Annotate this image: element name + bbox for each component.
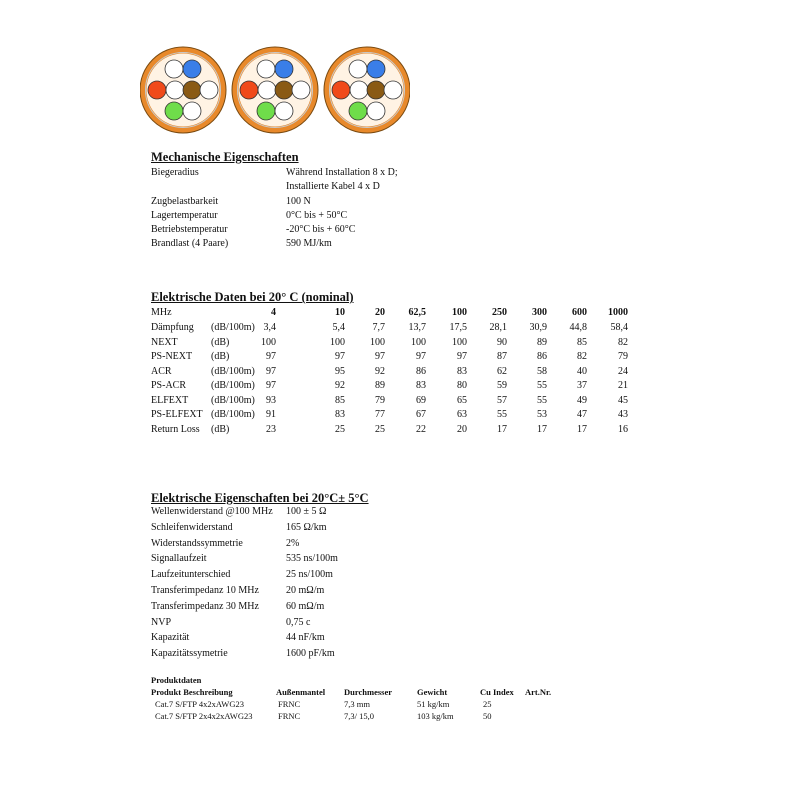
- product-cell: 51 kg/km: [417, 699, 450, 709]
- electrical-row-unit: (dB/100m): [211, 322, 255, 333]
- product-column-header: Außenmantel: [276, 687, 326, 697]
- electrical-value: 97: [266, 380, 276, 391]
- electrical-value: 24: [618, 365, 628, 377]
- electrical-row-label: Return Loss: [151, 423, 200, 435]
- property-value: 165 Ω/km: [286, 521, 327, 533]
- electrical-value: 89: [537, 336, 547, 348]
- electrical-value: 77: [375, 409, 385, 420]
- electrical-value: 80: [457, 380, 467, 391]
- wire-orange: [332, 81, 350, 99]
- property-label: Kapazität: [151, 632, 190, 644]
- electrical-value: 83: [416, 380, 426, 391]
- electrical-value: 85: [577, 336, 587, 348]
- product-column-header: Durchmesser: [344, 687, 392, 697]
- electrical-value: 97: [335, 351, 345, 362]
- electrical-value: 22: [416, 423, 426, 435]
- property-label: Transferimpedanz 10 MHz: [151, 585, 259, 596]
- electrical-value: 69: [416, 394, 426, 406]
- electrical-value: 86: [537, 351, 547, 362]
- frequency-header-label: MHz: [151, 307, 172, 318]
- electrical-value: 91: [266, 409, 276, 420]
- electrical-row-label: PS-ELFEXT: [151, 409, 203, 420]
- property-label: Kapazitätssymetrie: [151, 648, 228, 660]
- electrical-row-label: ELFEXT: [151, 394, 189, 406]
- wire-blue: [183, 60, 201, 78]
- wire-white: [384, 81, 402, 99]
- electrical-value: 59: [497, 380, 507, 391]
- electrical-row-unit: (dB): [211, 423, 230, 435]
- wire-white: [258, 81, 276, 99]
- electrical-value: 62: [497, 365, 507, 377]
- wire-blue: [367, 60, 385, 78]
- mechanical-label: Lagertemperatur: [151, 210, 218, 221]
- electrical-value: 100: [411, 336, 426, 348]
- electrical-value: 7,7: [372, 322, 385, 333]
- electrical-value: 17: [577, 423, 587, 435]
- product-cell: Cat.7 S/FTP 2x4x2xAWG23: [155, 711, 253, 721]
- wire-white: [200, 81, 218, 99]
- electrical-value: 83: [457, 365, 467, 377]
- product-column-header: Produkt Beschreibung: [151, 687, 233, 697]
- electrical-value: 53: [537, 409, 547, 420]
- frequency-header: 300: [532, 307, 547, 318]
- electrical-row-label: PS-NEXT: [151, 351, 193, 362]
- electrical-value: 5,4: [332, 322, 345, 333]
- wire-blue: [275, 60, 293, 78]
- wire-white: [275, 102, 293, 120]
- product-cell: 7,3 mm: [344, 699, 370, 709]
- electrical-value: 55: [497, 409, 507, 420]
- wire-white: [183, 102, 201, 120]
- product-cell: Cat.7 S/FTP 4x2xAWG23: [155, 699, 244, 709]
- electrical-value: 23: [266, 423, 276, 435]
- product-cell: FRNC: [278, 699, 301, 709]
- electrical-value: 97: [375, 351, 385, 362]
- electrical-value: 28,1: [489, 322, 507, 333]
- wire-white: [257, 60, 275, 78]
- wire-white: [367, 102, 385, 120]
- product-column-header: Cu Index: [480, 687, 514, 697]
- electrical-value: 100: [330, 336, 345, 348]
- wire-brown: [367, 81, 385, 99]
- property-label: Laufzeitunterschied: [151, 569, 231, 581]
- property-value: 0,75 c: [286, 616, 311, 628]
- frequency-header: 250: [492, 307, 507, 318]
- electrical-value: 37: [577, 380, 587, 391]
- mechanical-value: 100 N: [286, 196, 311, 207]
- electrical-value: 58: [537, 365, 547, 377]
- wire-green: [165, 102, 183, 120]
- electrical-value: 13,7: [408, 322, 426, 333]
- mechanical-value: Installierte Kabel 4 x D: [286, 181, 380, 192]
- electrical-value: 100: [261, 336, 276, 348]
- electrical-value: 25: [375, 423, 385, 435]
- property-label: Schleifenwiderstand: [151, 521, 233, 533]
- electrical-properties-title: Elektrische Eigenschaften bei 20°C± 5°C: [151, 491, 369, 505]
- mechanical-value: Während Installation 8 x D;: [286, 167, 398, 178]
- product-cell: 103 kg/km: [417, 711, 454, 721]
- electrical-row-unit: (dB): [211, 351, 230, 362]
- mechanical-label: Biegeradius: [151, 167, 199, 178]
- electrical-value: 92: [375, 365, 385, 377]
- frequency-header: 4: [271, 307, 276, 318]
- electrical-value: 97: [457, 351, 467, 362]
- property-value: 44 nF/km: [286, 632, 325, 644]
- electrical-value: 57: [497, 394, 507, 406]
- frequency-header: 62,5: [408, 307, 426, 318]
- electrical-value: 30,9: [529, 322, 547, 333]
- property-value: 60 mΩ/m: [286, 600, 325, 612]
- electrical-row-unit: (dB): [211, 336, 230, 348]
- electrical-value: 90: [497, 336, 507, 348]
- electrical-value: 97: [266, 351, 276, 362]
- property-value: 20 mΩ/m: [286, 585, 325, 596]
- electrical-value: 95: [335, 365, 345, 377]
- electrical-data-title: Elektrische Daten bei 20° C (nominal): [151, 290, 354, 304]
- product-title: Produktdaten: [151, 675, 202, 685]
- electrical-value: 58,4: [610, 322, 628, 333]
- product-column-header: Art.Nr.: [525, 687, 552, 697]
- electrical-value: 21: [618, 380, 628, 391]
- electrical-value: 86: [416, 365, 426, 377]
- wire-white: [165, 60, 183, 78]
- electrical-row-unit: (dB/100m): [211, 380, 255, 391]
- electrical-value: 82: [577, 351, 587, 362]
- wire-orange: [240, 81, 258, 99]
- mechanical-label: Betriebstemperatur: [151, 224, 228, 235]
- electrical-value: 89: [375, 380, 385, 391]
- electrical-row-label: ACR: [151, 365, 172, 377]
- electrical-value: 49: [577, 394, 587, 406]
- mechanical-value: -20°C bis + 60°C: [286, 224, 356, 235]
- wire-white: [350, 81, 368, 99]
- electrical-value: 17: [497, 423, 507, 435]
- electrical-row-label: PS-ACR: [151, 380, 187, 391]
- cable-cross-section-illustration: [140, 45, 410, 140]
- electrical-value: 25: [335, 423, 345, 435]
- wire-green: [257, 102, 275, 120]
- electrical-value: 55: [537, 394, 547, 406]
- electrical-value: 100: [370, 336, 385, 348]
- property-value: 100 ± 5 Ω: [286, 506, 327, 517]
- product-cell: 25: [483, 699, 492, 709]
- electrical-row-unit: (dB/100m): [211, 394, 255, 406]
- electrical-value: 97: [266, 365, 276, 377]
- mechanical-title: Mechanische Eigenschaften: [151, 150, 299, 164]
- property-label: Widerstandssymmetrie: [151, 537, 243, 549]
- property-value: 535 ns/100m: [286, 553, 338, 565]
- mechanical-value: 590 MJ/km: [286, 238, 332, 249]
- electrical-value: 43: [618, 409, 628, 420]
- wire-orange: [148, 81, 166, 99]
- electrical-row-label: NEXT: [151, 336, 178, 348]
- property-label: Transferimpedanz 30 MHz: [151, 600, 259, 612]
- property-label: Signallaufzeit: [151, 553, 207, 565]
- electrical-value: 20: [457, 423, 467, 435]
- frequency-header: 600: [572, 307, 587, 318]
- wire-white: [166, 81, 184, 99]
- electrical-value: 16: [618, 423, 628, 435]
- electrical-value: 100: [452, 336, 467, 348]
- mechanical-label: Brandlast (4 Paare): [151, 238, 229, 249]
- wire-brown: [183, 81, 201, 99]
- electrical-value: 63: [457, 409, 467, 420]
- electrical-value: 82: [618, 336, 628, 348]
- mechanical-value: 0°C bis + 50°C: [286, 210, 348, 221]
- electrical-row-unit: (dB/100m): [211, 365, 255, 377]
- electrical-value: 65: [457, 394, 467, 406]
- electrical-value: 87: [497, 351, 507, 362]
- product-cell: 7,3/ 15,0: [344, 711, 374, 721]
- electrical-value: 47: [577, 409, 587, 420]
- frequency-header: 20: [375, 307, 385, 318]
- frequency-header: 1000: [608, 307, 628, 318]
- electrical-row-label: Dämpfung: [151, 322, 194, 333]
- property-label: NVP: [151, 616, 172, 628]
- electrical-row-unit: (dB/100m): [211, 409, 255, 420]
- electrical-value: 85: [335, 394, 345, 406]
- electrical-value: 17,5: [449, 322, 467, 333]
- wire-white: [349, 60, 367, 78]
- electrical-value: 55: [537, 380, 547, 391]
- electrical-value: 17: [537, 423, 547, 435]
- electrical-value: 92: [335, 380, 345, 391]
- electrical-value: 97: [416, 351, 426, 362]
- property-value: 25 ns/100m: [286, 569, 333, 581]
- wire-white: [292, 81, 310, 99]
- frequency-header: 100: [452, 307, 467, 318]
- product-cell: 50: [483, 711, 492, 721]
- mechanical-label: Zugbelastbarkeit: [151, 196, 219, 207]
- wire-green: [349, 102, 367, 120]
- electrical-value: 93: [266, 394, 276, 406]
- electrical-value: 45: [618, 394, 628, 406]
- electrical-value: 44,8: [569, 322, 587, 333]
- property-label: Wellenwiderstand @100 MHz: [151, 506, 273, 517]
- electrical-value: 40: [577, 365, 587, 377]
- electrical-value: 67: [416, 409, 426, 420]
- electrical-value: 3,4: [263, 322, 276, 333]
- product-column-header: Gewicht: [417, 687, 448, 697]
- property-value: 1600 pF/km: [286, 648, 335, 660]
- property-value: 2%: [286, 537, 300, 549]
- electrical-value: 79: [618, 351, 628, 362]
- frequency-header: 10: [335, 307, 345, 318]
- electrical-value: 79: [375, 394, 385, 406]
- product-cell: FRNC: [278, 711, 301, 721]
- wire-brown: [275, 81, 293, 99]
- electrical-value: 83: [335, 409, 345, 420]
